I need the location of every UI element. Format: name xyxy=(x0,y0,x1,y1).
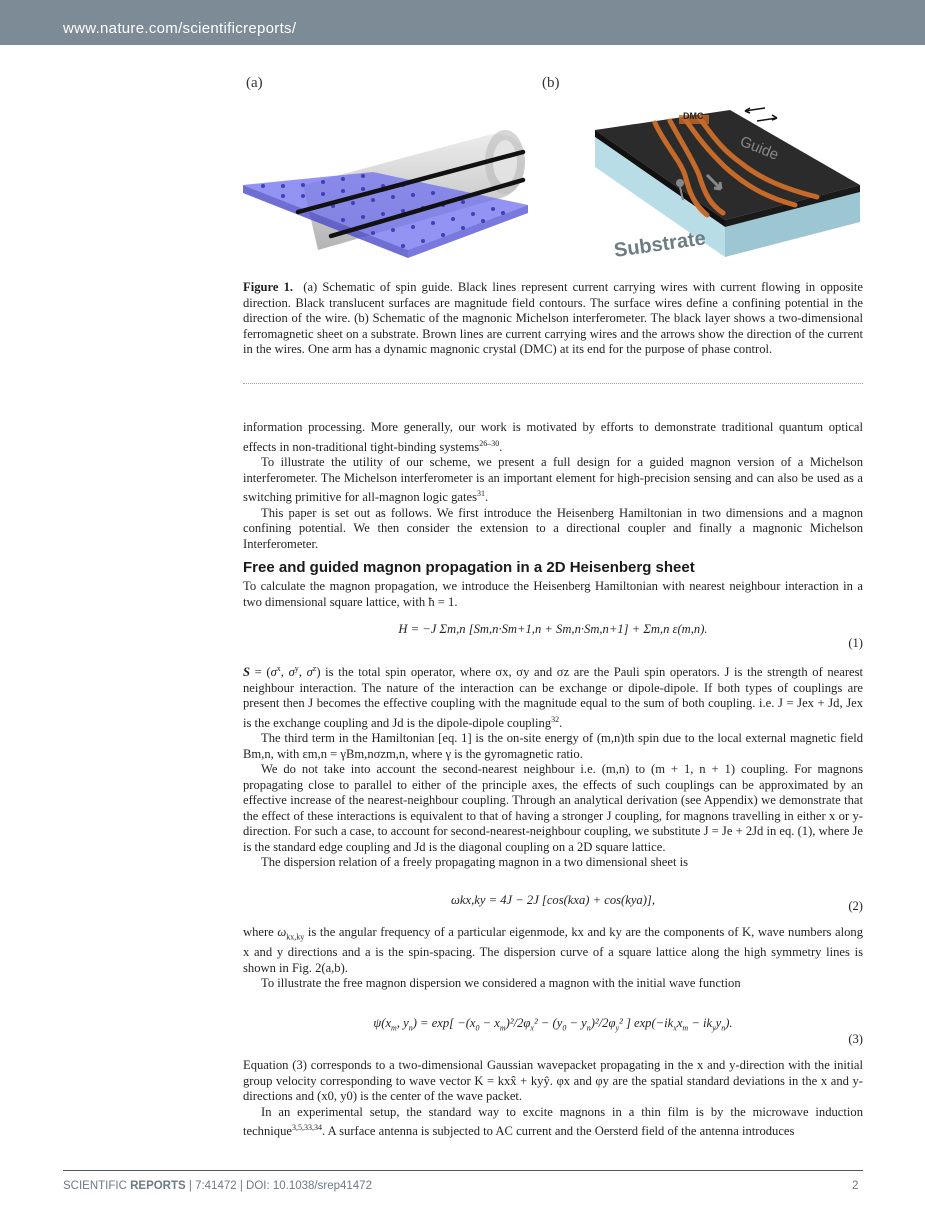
caption-divider xyxy=(243,383,863,384)
paragraph-9: is the angular frequency of a particular eigenmode, kx and ky are the components of K, wave numbers along x and y directions and a is the spin-spacing. The dispersion curve of a square lattice along the high symmetry lines is shown in Fig. 2(a,b). xyxy=(243,925,863,975)
dmc-label: DMC xyxy=(683,111,704,121)
equation-1-number: (1) xyxy=(848,636,863,650)
figure-caption xyxy=(243,280,863,358)
ref-32[interactable]: 32 xyxy=(551,714,560,724)
equation-2-number: (2) xyxy=(848,899,863,913)
panel-label-b: (b) xyxy=(542,75,560,91)
intro-text: information processing. More generally, our work is motivated by efforts to demonstrate traditional quantum optical effects in non-traditional tight-binding systems$^{26-30}$. To illustrate the utility of our scheme, we present a full design for a guided magnon version of a Michelson interferometer. The Michelson interferometer is an important element for high-precision sensing and can also be used as a switching primitive for all-magnon logic gates$^{31}$. This paper is set out as follows. We first introduce the Heisenberg Hamiltonian in two dimensions and a magnon confining potential. We then consider the extension to a directional coupler and finally a magnonic Michelson Interferometer. xyxy=(243,420,863,551)
footer-journal-light: SCIENTIFIC xyxy=(63,1180,131,1192)
guide-label: Guide xyxy=(737,132,781,164)
paragraph-12: In an experimental setup, the standard way to excite magnons in a thin film is by the microwave induction technique xyxy=(243,1104,863,1139)
paragraph-11: Equation (3) corresponds to a two-dimensional Gaussian wavepacket propagating in the x and y-direction with the initial group velocity corresponding to wave vector K = kxx̂ + kyŷ. φx and φy are the spatial standard deviations in the x and y-directions and (x0, y0) is the center of the wave packet. xyxy=(243,1058,863,1103)
ref-26-30[interactable]: 26–30 xyxy=(479,438,500,448)
paragraph-5: is the total spin operator, where σx, σy and σz are the Pauli spin operators. J is the strength of nearest neighbour interaction. The nature of the interaction can be exchange or dipole-dipole. If both types of couplings are present then J becomes the effective coupling with the magnitude equal to the sum of both coupling. i.e. J = Jex + Jd, Jex is the exchange coupling and Jd is the dipole-dipole coupling xyxy=(243,665,864,730)
paragraph-3: This paper is set out as follows. We first introduce the Heisenberg Hamiltonian in two dimensions and a magnon confining potential. We then consider the extension to a directional coupler and finally a magnonic Michelson Interferometer. xyxy=(243,505,863,551)
footer-doi[interactable]: | 7:41472 | DOI: 10.1038/srep41472 xyxy=(185,1180,372,1192)
footer-journal-bold: REPORTS xyxy=(130,1180,186,1192)
header-bar xyxy=(0,0,925,45)
equation-2 xyxy=(243,893,863,919)
equation-3-text: $\psi(x_m$, $y_n) = \exp[ -(x_0 - x_m)^2/2\varphi_x^2 - (y_0 - y_n)^2/2\varphi_y^2$ ] $\exp(-ik_xx_m - ik_yy_n)$. xyxy=(373,1016,733,1033)
ref-3-5-33-34[interactable]: 3,5,33,34 xyxy=(291,1123,322,1132)
paragraph-2: To illustrate the utility of our scheme, we present a full design for a guided magnon version of a Michelson interferometer. The Michelson interferometer is an important element for high-precision sensing and can also be used as a switching primitive for all-magnon logic gates xyxy=(243,455,863,505)
figure-b-michelson-interferometer xyxy=(595,105,865,265)
paragraph-10: To illustrate the free magnon dispersion we considered a magnon with the initial wave function xyxy=(261,976,741,991)
equation-3 xyxy=(243,1000,863,1050)
equation-3-number: (3) xyxy=(848,1032,863,1046)
paragraph-7: We do not take into account the second-nearest neighbour i.e. (m,n) to (m + 1, n + 1) coupling. For magnons propagating close to parallel to either of the principle axes, the effects of such couplings can be approximated by an effective increase of the nearest-neighbour coupling. Through an analytical derivation (see Appendix) we demonstrate that the effect of these interactions is equivalent to that of having a stronger J coupling, for magnons travelling in either x or y-direction. For such a case, to account for second-nearest-neighbour coupling, we substitute J = Je + 2Jd in eq. (1), where Je is the standard edge coupling and Jd is the diagonal coupling on a 2D square lattice. xyxy=(243,762,863,854)
paragraph-8: The dispersion relation of a freely propagating magnon in a two dimensional sheet is xyxy=(261,855,689,870)
section-title: Free and guided magnon propagation in a 2D Heisenberg sheet xyxy=(243,559,695,576)
paragraph-6: The third term in the Hamiltonian [eq. 1] is the on-site energy of (m,n)th spin due to the local external magnetic field Bm,n, with εm,n = γBm,nσzm,n, where γ is the gyromagnetic ratio. xyxy=(243,731,863,761)
substrate-label: Substrate xyxy=(612,227,708,262)
paragraph-1: information processing. More generally, our work is motivated by efforts to demonstrate traditional quantum optical effects in non-traditional tight-binding systems xyxy=(243,420,863,454)
spin-operator-text: $S = (\sigma^x$, $\sigma^y$, $\sigma^z$) is the total spin operator, where σx, σy and σz are the Pauli spin operators. J is the strength of nearest neighbour interaction. The nature of the interaction can be exchange or dipole-dipole. If both types of couplings are present then J becomes the effective coupling with the magnitude equal to the sum of both coupling. i.e. J = Jex + Jd, Jex is the exchange coupling and Jd is the dipole-dipole coupling$^{32}$. The third term in the Hamiltonian [eq. 1] is the on-site energy of (m,n)th spin due to the local external magnetic field Bm,n, with εm,n = γBm,nσzm,n, where γ is the gyromagnetic ratio. We do not take into account the second-nearest neighbour i.e. (m,n) to (m + 1, n + 1) coupling. For magnons propagating close to parallel to either of the principle axes, the effects of such couplings can be approximated by an effective increase of the nearest-neighbour coupling. Through an analytical derivation (see Appendix) we demonstrate that the effect of these interactions is equivalent to that of having a stronger J coupling, for magnons travelling in either x or y-direction. For such a case, to account for second-nearest-neighbour coupling, we substitute J = Je + 2Jd in eq. (1), where Je is the standard edge coupling and Jd is the diagonal coupling on a 2D square lattice. The dispersion relation of a freely propagating magnon in a two dimensional sheet is xyxy=(243,664,864,870)
ref-31[interactable]: 31 xyxy=(476,489,485,499)
figure-a-spin-guide xyxy=(243,100,528,265)
paragraph-4: To calculate the magnon propagation, we introduce the Heisenberg Hamiltonian with nearest neighbour interaction in a two dimensional square lattice, with ħ = 1. xyxy=(243,579,863,609)
header-url[interactable]: www.nature.com/scientificreports/ xyxy=(63,20,297,37)
caption-text: (a) Schematic of spin guide. Black lines represent current carrying wires with current flowing in opposite direction. Black translucent surfaces are magnitude field contours. The surface wires define a confining potential in the direction of the wire. (b) Schematic of the magnonic Michelson interferometer. The black layer shows a two-dimensional ferromagnetic sheet on a substrate. Brown lines are current carrying wires and the arrows show the direction of the current in the wires. One arm has a dynamic magnonic crystal (DMC) at its end for the purpose of phase control. xyxy=(243,280,863,357)
wavepacket-text xyxy=(243,1058,863,1140)
panel-label-a: (a) xyxy=(246,75,263,91)
page-number: 2 xyxy=(852,1180,859,1192)
caption-title: Figure 1. xyxy=(243,280,294,294)
footer-citation xyxy=(63,1180,372,1192)
footer-rule xyxy=(63,1170,863,1171)
equation-1-text: H = −J Σm,n [Sm,n·Sm+1,n + Sm,n·Sm,n+1] + Σm,n ε(m,n). xyxy=(398,622,708,636)
equation-2-text: ωkx,ky = 4J − 2J [cos(kxa) + cos(kya)], xyxy=(451,893,655,907)
equation-1 xyxy=(243,622,863,652)
dispersion-text: where $\omega_{kx,ky}$ is the angular frequency of a particular eigenmode, kx and ky are the components of K, wave numbers along x and y directions and a is the spin-spacing. The dispersion curve of a square lattice along the high symmetry lines is shown in Fig. 2(a,b). To illustrate the free magnon dispersion we considered a magnon with the initial wave function xyxy=(243,925,863,991)
paragraph-12-end: . A surface antenna is subjected to AC current and the Oersterd field of the antenna introduces xyxy=(321,1124,795,1139)
